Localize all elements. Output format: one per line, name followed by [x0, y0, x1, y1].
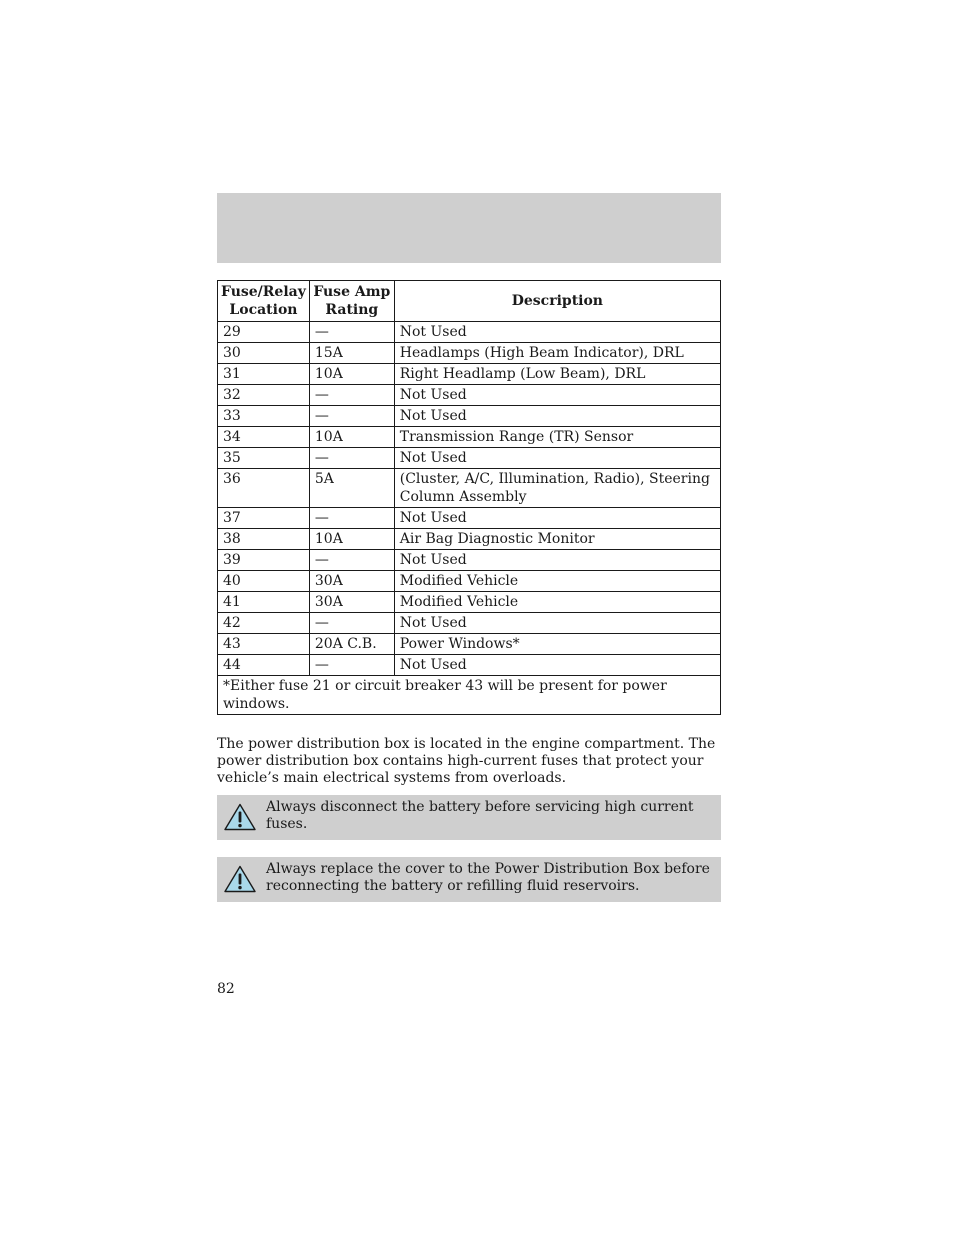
warning-text: Always replace the cover to the Power Distribution Box before reconnecting the battery or refilling fluid reservoirs.: [266, 861, 710, 894]
warning-triangle-icon: [224, 803, 256, 831]
header-description: Description: [394, 281, 720, 322]
cell-rating: —: [309, 550, 394, 571]
cell-location: 37: [218, 508, 310, 529]
cell-description: Not Used: [394, 550, 720, 571]
cell-location: 38: [218, 529, 310, 550]
table-row: [218, 613, 721, 634]
cell-location: 41: [218, 592, 310, 613]
cell-description: Power Windows*: [394, 634, 720, 655]
table-row: [218, 469, 721, 508]
cell-location: 36: [218, 469, 310, 508]
cell-description: Not Used: [394, 385, 720, 406]
cell-location: 31: [218, 364, 310, 385]
table-footnote: *Either fuse 21 or circuit breaker 43 will be present for power windows.: [218, 676, 721, 715]
table-row: [218, 550, 721, 571]
cell-description: Modified Vehicle: [394, 571, 720, 592]
table-row: [218, 343, 721, 364]
cell-description: Modified Vehicle: [394, 592, 720, 613]
header-rating: Fuse Amp Rating: [309, 281, 394, 322]
intro-paragraph: The power distribution box is located in the engine compartment. The power distribution box contains high-current fuses that protect your vehicle’s main electrical systems from overloads.: [217, 736, 716, 786]
cell-location: 44: [218, 655, 310, 676]
table-row: [218, 364, 721, 385]
cell-description: Transmission Range (TR) Sensor: [394, 427, 720, 448]
table-row: [218, 634, 721, 655]
cell-description: Not Used: [394, 508, 720, 529]
page-number: 82: [217, 981, 235, 997]
header-band: [217, 193, 721, 263]
cell-location: 34: [218, 427, 310, 448]
cell-description: Headlamps (High Beam Indicator), DRL: [394, 343, 720, 364]
cell-location: 33: [218, 406, 310, 427]
cell-description: Right Headlamp (Low Beam), DRL: [394, 364, 720, 385]
cell-rating: —: [309, 322, 394, 343]
cell-rating: —: [309, 406, 394, 427]
cell-location: 42: [218, 613, 310, 634]
table-row: [218, 529, 721, 550]
table-row: [218, 322, 721, 343]
warning-text: Always disconnect the battery before servicing high current fuses.: [266, 799, 694, 832]
cell-location: 30: [218, 343, 310, 364]
table-row: [218, 385, 721, 406]
cell-location: 32: [218, 385, 310, 406]
cell-rating: —: [309, 448, 394, 469]
cell-location: 40: [218, 571, 310, 592]
table-row: [218, 508, 721, 529]
cell-rating: 10A: [309, 529, 394, 550]
table-body: [218, 322, 721, 715]
warning-box-1: [217, 795, 721, 840]
table-row: [218, 427, 721, 448]
cell-location: 39: [218, 550, 310, 571]
cell-description: (Cluster, A/C, Illumination, Radio), Steering Column Assembly: [394, 469, 720, 508]
table-row: [218, 571, 721, 592]
cell-rating: 5A: [309, 469, 394, 508]
cell-description: Not Used: [394, 406, 720, 427]
warning-box-2: [217, 857, 721, 902]
cell-rating: —: [309, 613, 394, 634]
table-row: [218, 448, 721, 469]
cell-rating: 15A: [309, 343, 394, 364]
cell-description: Not Used: [394, 322, 720, 343]
cell-location: 43: [218, 634, 310, 655]
cell-rating: —: [309, 385, 394, 406]
cell-description: Not Used: [394, 613, 720, 634]
table-footnote-row: [218, 676, 721, 715]
cell-description: Air Bag Diagnostic Monitor: [394, 529, 720, 550]
cell-description: Not Used: [394, 655, 720, 676]
cell-rating: —: [309, 508, 394, 529]
cell-description: Not Used: [394, 448, 720, 469]
table-header-row: [218, 281, 721, 322]
cell-location: 35: [218, 448, 310, 469]
cell-rating: 20A C.B.: [309, 634, 394, 655]
cell-rating: 30A: [309, 592, 394, 613]
cell-rating: 30A: [309, 571, 394, 592]
table-row: [218, 592, 721, 613]
cell-location: 29: [218, 322, 310, 343]
cell-rating: —: [309, 655, 394, 676]
header-location: Fuse/Relay Location: [218, 281, 310, 322]
table-row: [218, 655, 721, 676]
warning-triangle-icon: [224, 865, 256, 893]
cell-rating: 10A: [309, 364, 394, 385]
cell-rating: 10A: [309, 427, 394, 448]
fuse-table: [217, 280, 721, 715]
table-row: [218, 406, 721, 427]
